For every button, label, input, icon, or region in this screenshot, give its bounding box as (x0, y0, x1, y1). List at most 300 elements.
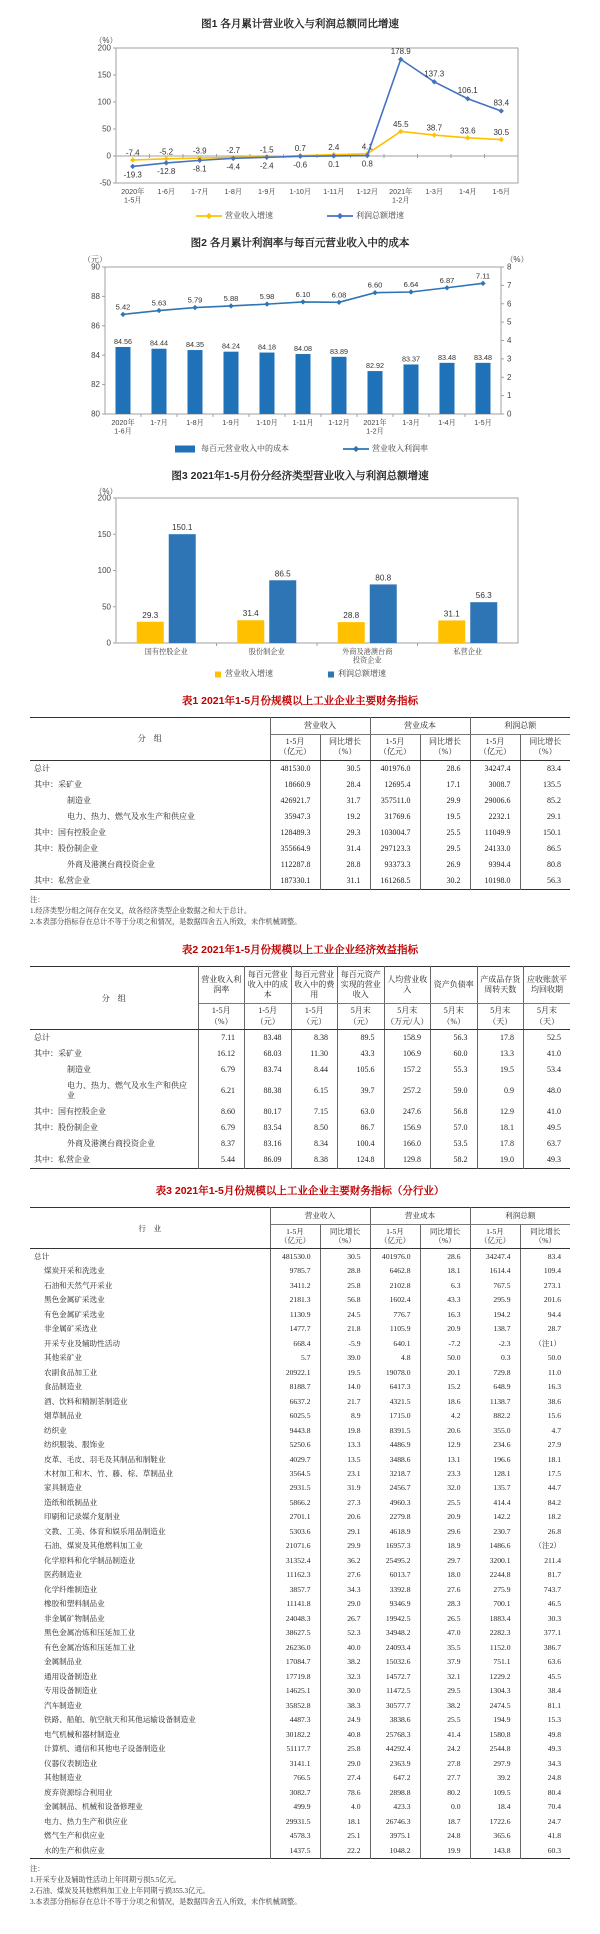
growth-bar (438, 620, 465, 643)
chart1-section (30, 16, 570, 221)
cell-value: 56.8 (320, 1293, 370, 1307)
row-label: 有色金属冶炼和压延加工业 (44, 1642, 136, 1652)
cell-value: 767.5 (470, 1278, 520, 1292)
cell-value: 28.4 (320, 777, 370, 793)
cost-bar (332, 357, 347, 414)
x-tick-label: 1-10月 (256, 418, 278, 427)
cell-value: 2244.8 (470, 1568, 520, 1582)
cell-value: 8.38 (291, 1030, 338, 1047)
line-label: 6.08 (331, 290, 347, 300)
chart2-plot (30, 252, 570, 442)
cell-value: 15.6 (520, 1409, 570, 1423)
bar-label: 84.18 (258, 342, 276, 352)
data-label: -4.4 (226, 162, 241, 172)
table-row (30, 825, 570, 841)
cell-value: 57.0 (431, 1120, 478, 1136)
left-tick-label: 86 (91, 321, 100, 331)
cell-value: 7.15 (291, 1104, 338, 1120)
cell-value: 19.5 (320, 1365, 370, 1379)
cost-bar (476, 363, 491, 414)
cell-value: 14.0 (320, 1380, 370, 1394)
cell-value: 743.7 (520, 1582, 570, 1596)
cell-value: 1437.5 (270, 1843, 320, 1858)
cell-value: 27.4 (320, 1771, 370, 1785)
growth-bar (370, 584, 397, 643)
cell-value: 21.8 (320, 1322, 370, 1336)
cell-value: 18.1 (420, 1264, 470, 1278)
cell-value: 93373.3 (370, 857, 420, 873)
bar-label: 150.1 (172, 523, 193, 533)
cell-value: 4.2 (420, 1409, 470, 1423)
row-label: 专用设备制造业 (44, 1686, 98, 1696)
cell-value: 20.1 (420, 1365, 470, 1379)
chart3-plot (30, 485, 570, 667)
x-tick-label: 1-5月 (492, 187, 511, 196)
cell-value: 5250.6 (270, 1438, 320, 1452)
cell-value: 18.0 (420, 1568, 470, 1582)
line-label: 6.64 (403, 279, 419, 289)
cell-value: 27.3 (320, 1495, 370, 1509)
right-tick-label: 8 (507, 262, 512, 272)
header-sub: 同比增长 （%） (320, 735, 370, 761)
x-tick-label: 1-9月 (257, 187, 276, 196)
row-label: 废弃资源综合利用业 (44, 1787, 113, 1797)
cell-value: 34247.4 (470, 1249, 520, 1264)
table-row (30, 1756, 570, 1770)
cell-value: 297123.3 (370, 841, 420, 857)
table-row (30, 1510, 570, 1524)
chart3-title: 图3 2021年1-5月份分经济类型营业收入与利润总额增速 (171, 470, 429, 482)
cell-value: 9394.4 (470, 857, 520, 873)
cell-value: 18.4 (470, 1800, 520, 1814)
cell-value: 4.0 (320, 1800, 370, 1814)
y-tick-label: -50 (99, 178, 111, 188)
growth-bar (338, 622, 365, 643)
table-row (30, 1467, 570, 1481)
table-row (30, 793, 570, 809)
cell-value: 52.5 (524, 1030, 571, 1047)
note-line: 注： (30, 895, 45, 904)
cell-value: 18.1 (320, 1814, 370, 1828)
data-point-marker (228, 303, 233, 308)
x-tick-label: 1-4月 (438, 418, 456, 427)
bar-label: 31.1 (443, 609, 460, 619)
cell-value: 13.3 (320, 1438, 370, 1452)
cell-value: 19.8 (320, 1423, 370, 1437)
cell-value: 13.3 (477, 1046, 524, 1062)
table-row (30, 1423, 570, 1437)
cell-value: 49.3 (520, 1742, 570, 1756)
cell-value: 4578.3 (270, 1829, 320, 1843)
bar-label: 83.37 (402, 354, 420, 364)
line-label: 7.11 (475, 271, 491, 281)
bar-label: 29.3 (142, 610, 159, 620)
table-row (30, 1568, 570, 1582)
cell-value: 4487.3 (270, 1713, 320, 1727)
right-tick-label: 0 (507, 409, 512, 419)
chart1-plot (30, 33, 570, 209)
growth-bar (169, 534, 196, 643)
cell-value: 84.2 (520, 1495, 570, 1509)
header-measure: 人均营业收入 (384, 967, 431, 1004)
row-label: 家具制造业 (44, 1483, 82, 1493)
cell-value: 16957.3 (370, 1539, 420, 1553)
cell-value: 135.7 (470, 1481, 520, 1495)
cell-value: 80.2 (420, 1785, 470, 1799)
cell-value: 19.0 (477, 1152, 524, 1169)
cell-value: 18.6 (420, 1394, 470, 1408)
table-row (30, 1104, 570, 1120)
cell-value: 0.0 (420, 1800, 470, 1814)
x-tick-label: 2020年 1-6月 (111, 418, 135, 436)
row-label: 其中：私营企业 (34, 875, 90, 885)
cell-value: 11472.5 (370, 1684, 420, 1698)
cell-value: 18.1 (477, 1120, 524, 1136)
cell-value: 700.1 (470, 1597, 520, 1611)
cell-value: 53.4 (524, 1062, 571, 1078)
x-tick-label: 1-3月 (425, 187, 444, 196)
table-row (30, 1336, 570, 1350)
cell-value: 2279.8 (370, 1510, 420, 1524)
growth-bar (269, 580, 296, 643)
cell-value: 35852.8 (270, 1698, 320, 1712)
cell-value: 20.9 (420, 1322, 470, 1336)
cell-value: -5.9 (320, 1336, 370, 1350)
data-point-marker (480, 281, 485, 286)
data-label: 106.1 (457, 86, 478, 96)
cell-value: 20.6 (420, 1423, 470, 1437)
cell-value: 17.8 (477, 1030, 524, 1047)
cell-value: 24048.3 (270, 1611, 320, 1625)
cell-value: 32.1 (420, 1669, 470, 1683)
right-tick-label: 1 (507, 391, 512, 401)
cell-value: 2181.3 (270, 1293, 320, 1307)
data-label: 33.6 (459, 126, 476, 136)
data-label: -2.7 (226, 145, 241, 155)
cell-value: 27.7 (420, 1771, 470, 1785)
data-point-marker (264, 301, 269, 306)
cell-value: 12695.4 (370, 777, 420, 793)
cell-value: 729.8 (470, 1365, 520, 1379)
row-label: 其他采矿业 (44, 1353, 82, 1363)
cell-value: 49.3 (524, 1152, 571, 1169)
legend-marker (172, 444, 198, 454)
cell-value: 882.2 (470, 1409, 520, 1423)
data-point-marker (499, 108, 504, 113)
cell-value: 24.9 (320, 1713, 370, 1727)
cell-value: 9346.9 (370, 1597, 420, 1611)
data-label: 45.5 (392, 119, 409, 129)
cell-value: 423.3 (370, 1800, 420, 1814)
table-row (30, 1843, 570, 1858)
header-measure: 产成品存货周转天数 (477, 967, 524, 1004)
cell-value: 41.8 (520, 1829, 570, 1843)
cell-value: 31.4 (320, 841, 370, 857)
cell-value: 11.0 (520, 1365, 570, 1379)
data-label: 0.8 (361, 159, 373, 169)
cell-value: 18.1 (520, 1452, 570, 1466)
row-label: 烟草制品业 (44, 1411, 82, 1421)
legend-item (327, 210, 404, 221)
left-axis-unit: （元） (83, 255, 107, 264)
cell-value: 24.2 (420, 1742, 470, 1756)
bar-label: 28.8 (343, 611, 360, 621)
note-line: 3.本表部分指标存在总计不等于分项之和情况，是数据四舍五入所致，未作机械调整。 (30, 1898, 302, 1907)
cell-value: 50.0 (520, 1351, 570, 1365)
cell-value: 19.9 (420, 1843, 470, 1858)
legend-label: 营业收入增速 (225, 211, 273, 220)
table-row (30, 1062, 570, 1078)
cell-value: 51117.7 (270, 1742, 320, 1756)
cell-value: 59.0 (431, 1078, 478, 1104)
cell-value: 26.9 (420, 857, 470, 873)
right-tick-label: 6 (507, 299, 512, 309)
x-tick-label: 2020年 1-5月 (121, 187, 145, 205)
cell-value: 1152.0 (470, 1640, 520, 1654)
cell-value: 20.6 (320, 1510, 370, 1524)
cell-value: 4486.9 (370, 1438, 420, 1452)
legend-label: 营业收入利润率 (372, 444, 428, 453)
cell-value: 18.7 (420, 1814, 470, 1828)
cell-value: 30.0 (320, 1684, 370, 1698)
cell-value: 3218.7 (370, 1467, 420, 1481)
cell-value: 41.4 (420, 1727, 470, 1741)
cell-value: 161268.5 (370, 873, 420, 890)
cell-value: 1614.4 (470, 1264, 520, 1278)
cell-value: 1229.2 (470, 1669, 520, 1683)
bar-label: 84.35 (186, 340, 204, 350)
legend-item (214, 668, 273, 679)
header-sub: 1-5月 （亿元） (270, 735, 320, 761)
data-point-marker (432, 132, 437, 137)
line-label: 6.10 (295, 289, 311, 299)
note-line: 1.经济类型分组之间存在交叉，故各经济类型企业数据之和大于总计。 (30, 906, 252, 915)
cost-bar (152, 349, 167, 414)
header-sub: 5月末 （天） (524, 1004, 571, 1030)
cell-value: -7.2 (420, 1336, 470, 1350)
cell-value: 3975.1 (370, 1829, 420, 1843)
table-row (30, 1394, 570, 1408)
growth-bar (137, 622, 164, 643)
data-label: -12.8 (157, 166, 176, 176)
cell-value: 8391.5 (370, 1423, 420, 1437)
header-sub: 5月末 （天） (477, 1004, 524, 1030)
x-tick-label: 股份制企业 (248, 647, 285, 656)
note-line: 2.石油、煤炭及其他燃料加工业上年同期亏损355.3亿元。 (30, 1886, 210, 1895)
cell-value: 776.7 (370, 1307, 420, 1321)
cell-value: 37.9 (420, 1655, 470, 1669)
cell-value: 2701.1 (270, 1510, 320, 1524)
cell-value: 49.8 (520, 1727, 570, 1741)
cell-value: 25495.2 (370, 1553, 420, 1567)
cell-value: 3141.1 (270, 1756, 320, 1770)
header-group-col: 分 组 (30, 967, 198, 1030)
cell-value: 21.7 (320, 1394, 370, 1408)
cell-value: 44292.4 (370, 1742, 420, 1756)
cell-value: 6417.3 (370, 1380, 420, 1394)
x-tick-label: 1-10月 (289, 187, 312, 196)
header-measure: 营业收入 (270, 1208, 370, 1224)
cell-value: 129.8 (384, 1152, 431, 1169)
header-sub: 5月末 （万元/人） (384, 1004, 431, 1030)
data-point-marker (337, 212, 343, 218)
row-label: 电力、热力、燃气及水生产和供应业 (67, 1081, 187, 1101)
cell-value: 39.2 (470, 1771, 520, 1785)
cost-bar (404, 364, 419, 414)
data-label: -7.4 (125, 148, 140, 158)
cell-value: 640.1 (370, 1336, 420, 1350)
table-row (30, 1539, 570, 1553)
cell-value: 27.8 (420, 1756, 470, 1770)
table-row (30, 1684, 570, 1698)
cell-value: 481530.0 (270, 1249, 320, 1264)
left-tick-label: 88 (91, 292, 100, 301)
row-label: 其中：采矿业 (34, 1049, 82, 1059)
cell-value: 86.5 (520, 841, 570, 857)
data-point-marker (465, 96, 470, 101)
cell-value: 20922.1 (270, 1365, 320, 1379)
cell-value: 14625.1 (270, 1684, 320, 1698)
chart3-canvas (74, 485, 526, 667)
data-point-marker (465, 135, 470, 140)
row-label: 其中：国有控股企业 (34, 1107, 106, 1117)
right-axis-unit: （%） (505, 255, 529, 264)
cell-value: 124.8 (338, 1152, 385, 1169)
table-row (30, 1278, 570, 1292)
cell-value: 1486.6 (470, 1539, 520, 1553)
cell-value: 29931.5 (270, 1814, 320, 1828)
cell-value: 28.8 (320, 1264, 370, 1278)
table-row (30, 1626, 570, 1640)
cell-value: 34.3 (520, 1756, 570, 1770)
table1-title: 表1 2021年1-5月份规模以上工业企业主要财务指标 (181, 695, 419, 707)
cell-value: 26.8 (520, 1524, 570, 1538)
cell-value: 86.7 (338, 1120, 385, 1136)
cell-value: 4.8 (370, 1351, 420, 1365)
x-tick-label: 1-6月 (157, 187, 176, 196)
cell-value: 166.0 (384, 1136, 431, 1152)
data-label: -2.4 (259, 161, 274, 171)
x-tick-label: 2021年 1-2月 (363, 418, 387, 436)
right-tick-label: 7 (507, 280, 512, 290)
cell-value: 8.9 (320, 1409, 370, 1423)
cost-bar (188, 350, 203, 414)
table-row (30, 1713, 570, 1727)
cell-value: 6.3 (420, 1278, 470, 1292)
legend-label: 营业收入增速 (225, 669, 273, 678)
y-tick-label: 200 (97, 43, 111, 53)
row-label: 其中：股份制企业 (34, 1123, 98, 1133)
table3-notes (30, 1864, 570, 1909)
cell-value: 8.60 (198, 1104, 245, 1120)
cell-value: 11049.9 (470, 825, 520, 841)
row-label: 铁路、船舶、航空航天和其他运输设备制造业 (44, 1715, 196, 1725)
cell-value: 275.9 (470, 1582, 520, 1596)
data-point-marker (206, 212, 212, 218)
cell-value: 401976.0 (370, 1249, 420, 1264)
row-label: 石油、煤炭及其他燃料加工业 (44, 1541, 143, 1551)
line-label: 5.42 (115, 302, 131, 312)
cell-value: 10198.0 (470, 873, 520, 890)
cell-value: 23.1 (320, 1467, 370, 1481)
table-row (30, 1553, 570, 1567)
y-axis-unit: （%） (94, 487, 118, 496)
cell-value: 0.3 (470, 1351, 520, 1365)
cell-value: 29.0 (320, 1597, 370, 1611)
cell-value: 3838.6 (370, 1713, 420, 1727)
cell-value: 6462.8 (370, 1264, 420, 1278)
header-measure: 利润总额 (470, 718, 570, 735)
header-sub: 1-5月 （%） (198, 1004, 245, 1030)
data-label: 178.9 (390, 46, 411, 56)
cell-value: 83.54 (245, 1120, 292, 1136)
data-label: -0.6 (293, 160, 308, 170)
header-measure: 每百元营业收入中的费用 (291, 967, 338, 1004)
row-label: 汽车制造业 (44, 1700, 82, 1710)
table-row (30, 1152, 570, 1169)
legend-item (327, 668, 386, 679)
data-point-marker (298, 154, 303, 159)
row-label: 橡胶和塑料制品业 (44, 1599, 105, 1609)
legend-label: 每百元营业收入中的成本 (201, 444, 289, 453)
header-sub: 1-5月 （亿元） (270, 1224, 320, 1249)
row-label: 电力、热力、燃气及水生产和供应业 (67, 811, 195, 821)
bar-label: 83.48 (474, 352, 492, 362)
data-table (30, 1207, 570, 1859)
cell-value: 63.6 (520, 1655, 570, 1669)
cell-value: 5866.2 (270, 1495, 320, 1509)
cell-value: 106.9 (384, 1046, 431, 1062)
row-label: 有色金属矿采选业 (44, 1309, 105, 1319)
row-label: 外商及港澳台商投资企业 (67, 1139, 155, 1149)
row-label: 煤炭开采和洗选业 (44, 1266, 105, 1276)
row-label: 黑色金属冶炼和压延加工业 (44, 1628, 136, 1638)
cell-value: 81.1 (520, 1698, 570, 1712)
cell-value: 6.79 (198, 1062, 245, 1078)
x-tick-label: 1-11月 (323, 187, 345, 196)
cell-value: 18.9 (420, 1539, 470, 1553)
cell-value: 2456.7 (370, 1481, 420, 1495)
cell-value: -2.3 (470, 1336, 520, 1350)
cell-value: 3200.1 (470, 1553, 520, 1567)
cell-value: 13.1 (420, 1452, 470, 1466)
chart2-title: 图2 各月累计利润率与每百元营业收入中的成本 (190, 237, 410, 249)
cell-value: 230.7 (470, 1524, 520, 1538)
x-tick-label: 1-11月 (292, 418, 314, 427)
bar-label: 83.89 (330, 346, 348, 356)
cell-value: 25768.3 (370, 1727, 420, 1741)
row-label: 外商及港澳台商投资企业 (67, 859, 155, 869)
cell-value: 28.8 (320, 857, 370, 873)
cell-value: 365.6 (470, 1829, 520, 1843)
cell-value: 31352.4 (270, 1553, 320, 1567)
data-label: 137.3 (424, 69, 445, 79)
cell-value: 29.3 (320, 825, 370, 841)
table-row (30, 1264, 570, 1278)
row-label: 皮革、毛皮、羽毛及其制品和制鞋业 (44, 1454, 166, 1464)
cell-value: 15.2 (420, 1380, 470, 1394)
header-measure: 营业成本 (370, 718, 470, 735)
header-sub: 同比增长 （%） (520, 735, 570, 761)
row-label: 其中：股份制企业 (34, 843, 98, 853)
cell-value: 83.16 (245, 1136, 292, 1152)
cell-value: 34247.4 (470, 760, 520, 777)
row-label: 水的生产和供应业 (44, 1845, 105, 1855)
data-label: 38.7 (426, 123, 443, 133)
header-measure: 应收账款平均回收期 (524, 967, 571, 1004)
cell-value: 2282.3 (470, 1626, 520, 1640)
cell-value: 1722.6 (470, 1814, 520, 1828)
